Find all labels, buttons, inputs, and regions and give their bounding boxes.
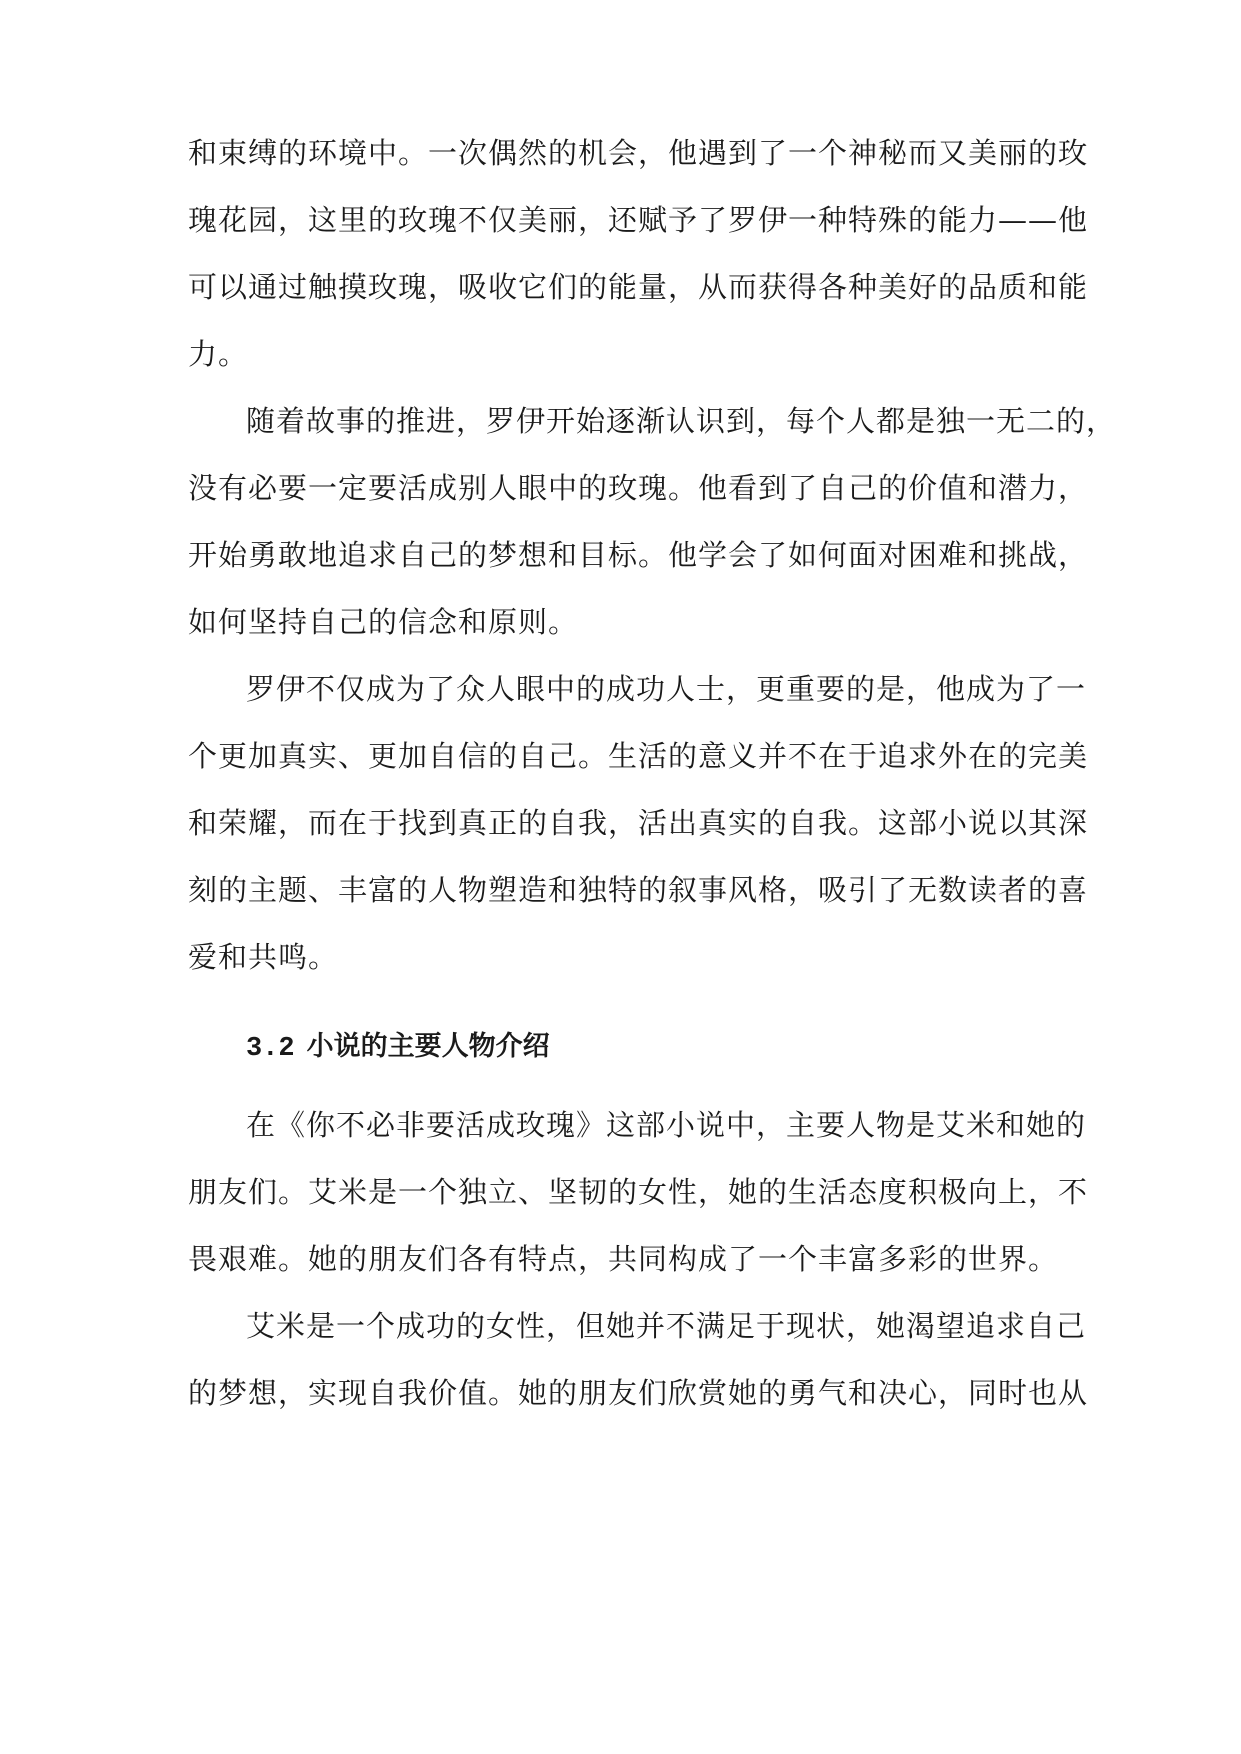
paragraph-1-line-3: 可以通过触摸玫瑰，吸收它们的能量，从而获得各种美好的品质和能 xyxy=(188,270,1089,304)
paragraph-2-line-3: 开始勇敢地追求自己的梦想和目标。他学会了如何面对困难和挑战， xyxy=(188,538,1089,572)
paragraph-3-line-2: 个更加真实、更加自信的自己。生活的意义并不在于追求外在的完美 xyxy=(188,739,1089,773)
paragraph-4-line-2: 朋友们。艾米是一个独立、坚韧的女性，她的生活态度积极向上，不 xyxy=(188,1175,1089,1209)
section-number: 3.2 xyxy=(246,1034,295,1064)
paragraph-4-line-3: 畏艰难。她的朋友们各有特点，共同构成了一个丰富多彩的世界。 xyxy=(188,1242,1059,1276)
paragraph-5-line-2: 的梦想，实现自我价值。她的朋友们欣赏她的勇气和决心，同时也从 xyxy=(188,1376,1089,1410)
section-heading xyxy=(246,1027,1126,1069)
paragraph-3-line-4: 刻的主题、丰富的人物塑造和独特的叙事风格，吸引了无数读者的喜 xyxy=(188,873,1089,907)
paragraph-1-line-4: 力。 xyxy=(188,337,249,371)
paragraph-5-line-1: 艾米是一个成功的女性，但她并不满足于现状，她渴望追求自己 xyxy=(246,1309,1087,1343)
paragraph-2-line-2: 没有必要一定要活成别人眼中的玫瑰。他看到了自己的价值和潜力， xyxy=(188,471,1089,505)
section-title: 小说的主要人物介绍 xyxy=(306,1031,550,1062)
paragraph-2-line-4: 如何坚持自己的信念和原则。 xyxy=(188,605,579,639)
paragraph-3-line-5: 爱和共鸣。 xyxy=(188,940,339,974)
paragraph-1-line-2: 瑰花园，这里的玫瑰不仅美丽，还赋予了罗伊一种特殊的能力——他 xyxy=(188,203,1089,237)
paragraph-3-line-1: 罗伊不仅成为了众人眼中的成功人士，更重要的是，他成为了一 xyxy=(246,672,1087,706)
paragraph-4-line-1: 在《你不必非要活成玫瑰》这部小说中，主要人物是艾米和她的 xyxy=(246,1108,1087,1142)
paragraph-1-line-1: 和束缚的环境中。一次偶然的机会，他遇到了一个神秘而又美丽的玫 xyxy=(188,136,1089,170)
paragraph-2-line-1: 随着故事的推进，罗伊开始逐渐认识到，每个人都是独一无二的， xyxy=(246,404,1117,438)
paragraph-3-line-3: 和荣耀，而在于找到真正的自我，活出真实的自我。这部小说以其深 xyxy=(188,806,1089,840)
